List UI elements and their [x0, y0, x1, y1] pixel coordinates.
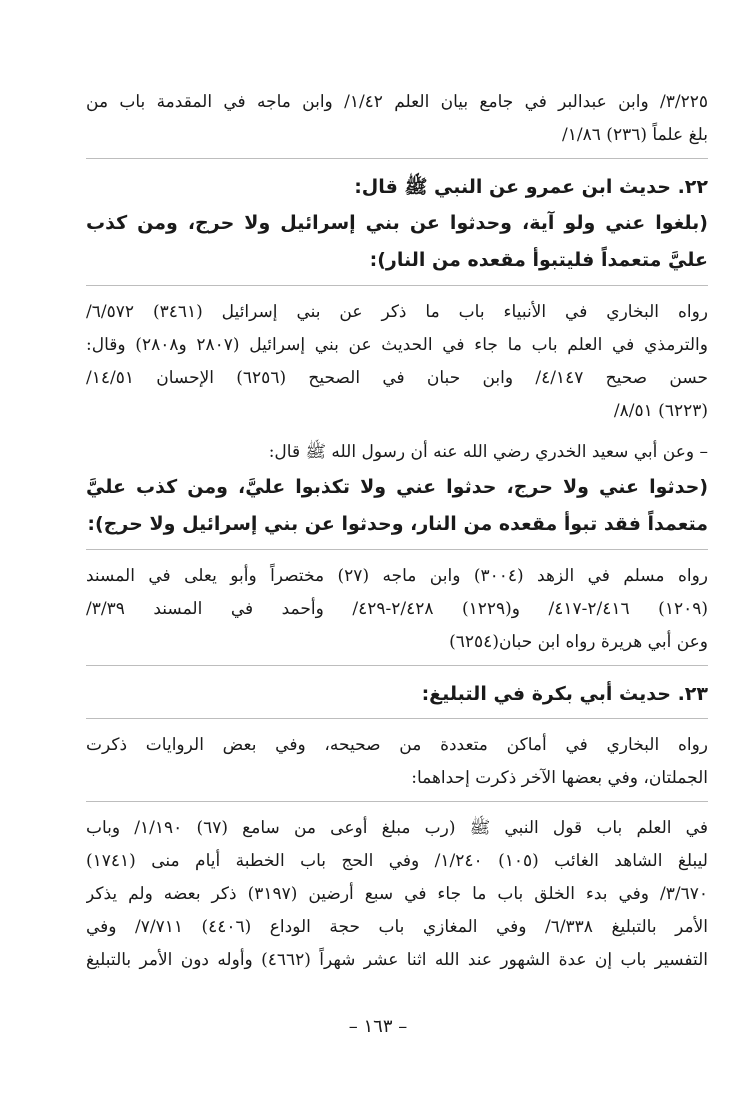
text-line: ٣/٦٧٠/ وفي بدء الخلق باب ما جاء في سبع أرضين (٣١٩٧) ذكر بعضه ولم يذكر — [86, 884, 708, 904]
takhrij-paragraph — [86, 812, 708, 977]
text-line: والترمذي في العلم باب ما جاء في الحديث عن بني إسرائيل (٢٨٠٧ و٢٨٠٨) وقال: — [86, 335, 708, 355]
page-body — [86, 86, 708, 977]
hadith-line: (حدثوا عني ولا حرج، حدثوا عني ولا تكذبوا عليَّ، ومن كذب عليَّ — [86, 476, 708, 498]
section-divider — [86, 801, 708, 802]
text-line: حسن صحيح ٤/١٤٧/ وابن حبان في الصحيح (٦٢٥٦) الإحسان ١٤/٥١/ — [86, 368, 708, 388]
text-line: بلغ علماً (٢٣٦) ١/٨٦/ — [562, 125, 708, 145]
takhrij-paragraph — [86, 296, 708, 428]
section-heading-22: ٢٢. حديث ابن عمرو عن النبي ﷺ قال: — [354, 176, 708, 198]
section-divider — [86, 665, 708, 666]
text-line: رواه البخاري في أماكن متعددة من صحيحه، وفي بعض الروايات ذكرت — [86, 735, 708, 755]
intro-paragraph — [86, 729, 708, 795]
text-line: (١٢٠٩) ٢/٤١٦-٤١٧/ و(١٢٢٩) ٢/٤٢٨-٤٢٩/ وأحمد في المسند ٣/٣٩/ — [86, 599, 708, 619]
text-line: – وعن أبي سعيد الخدري رضي الله عنه أن رسول الله ﷺ قال: — [268, 442, 708, 462]
text-line: (٦٢٢٣) ٨/٥١/ — [613, 401, 708, 421]
hadith-line: (بلغوا عني ولو آية، وحدثوا عن بني إسرائيل ولا حرج، ومن كذب — [86, 212, 708, 234]
text-line: رواه مسلم في الزهد (٣٠٠٤) وابن ماجه (٢٧) مختصراً وأبو يعلى في المسند — [86, 566, 708, 586]
section-heading-23: ٢٣. حديث أبي بكرة في التبليغ: — [421, 683, 708, 705]
hadith-text — [86, 469, 708, 543]
narration-line — [86, 436, 708, 469]
hadith-line: متعمداً فقد تبوأ مقعده من النار، وحدثوا عن بني إسرائيل ولا حرج): — [87, 513, 708, 535]
section-divider — [86, 718, 708, 719]
text-line: وعن أبي هريرة رواه ابن حبان(٦٢٥٤) — [449, 632, 708, 652]
section-divider — [86, 549, 708, 550]
page-number: – ١٦٣ – — [348, 1016, 408, 1037]
section-divider — [86, 285, 708, 286]
text-line: في العلم باب قول النبي ﷺ (رب مبلغ أوعى من سامع (٦٧) ١/١٩٠/ وباب — [86, 818, 708, 838]
hadith-line: عليَّ متعمداً فليتبوأ مقعده من النار): — [369, 249, 708, 271]
takhrij-paragraph — [86, 560, 708, 659]
text-line: ٣/٢٢٥/ وابن عبدالبر في جامع بيان العلم ١/٤٢/ وابن ماجه في المقدمة باب من — [86, 92, 708, 112]
reference-paragraph — [86, 86, 708, 152]
text-line: رواه البخاري في الأنبياء باب ما ذكر عن بني إسرائيل (٣٤٦١) ٦/٥٧٢/ — [86, 302, 708, 322]
text-line: ليبلغ الشاهد الغائب (١٠٥) ١/٢٤٠/ وفي الحج باب الخطبة أيام منى (١٧٤١) — [86, 851, 708, 871]
section-divider — [86, 158, 708, 159]
hadith-text — [86, 205, 708, 279]
text-line: التفسير باب إن عدة الشهور عند الله اثنا عشر شهراً (٤٦٦٢) وأوله دون الأمر بالتبليغ — [86, 950, 708, 970]
text-line: الجملتان، وفي بعضها الآخر ذكرت إحداهما: — [411, 768, 708, 788]
text-line: الأمر بالتبليغ ٦/٣٣٨/ وفي المغازي باب حجة الوداع (٤٤٠٦) ٧/٧١١/ وفي — [86, 917, 708, 937]
